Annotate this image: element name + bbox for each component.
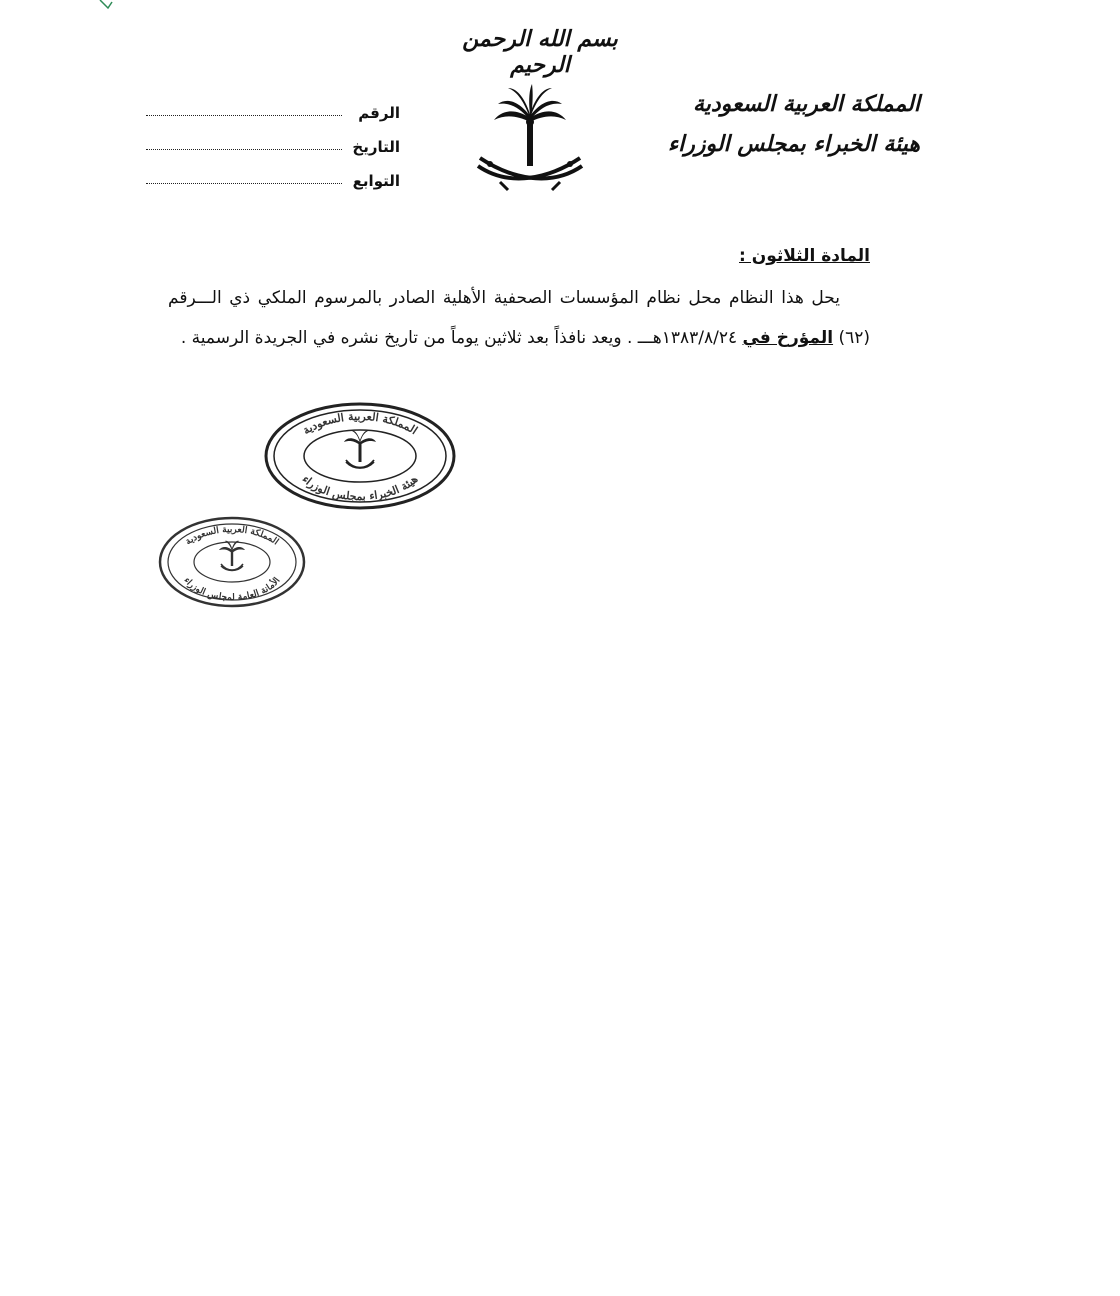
reference-date-label: التاريخ: [352, 138, 400, 156]
organization-letterhead: [667, 84, 920, 164]
stamp-2-emblem-icon: [219, 541, 245, 566]
reference-date-blank: [146, 149, 342, 150]
stamp-1-bottom-text: هيئة الخبراء بمجلس الوزراء: [299, 472, 421, 504]
article-text-part-1: يحل هذا النظام محل نظام المؤسسات الصحفية الأهلية الصادر بالمرسوم الملكي ذي الـــرقم (٦٢): [168, 288, 870, 348]
stamp-2-bottom-text: الأمانة العامة لمجلس الوزراء: [181, 575, 283, 604]
stamp-1-emblem-icon: [344, 431, 376, 462]
reference-number-blank: [146, 115, 342, 116]
article-text-underlined: المؤرخ في: [742, 328, 834, 348]
official-stamp-secretariat: [156, 514, 308, 610]
org-line-bureau: هيئة الخبراء بمجلس الوزراء: [667, 131, 920, 157]
reference-attachments-row: [140, 156, 400, 190]
corner-mark-icon: [96, 0, 116, 10]
reference-fields: [140, 88, 400, 190]
reference-attachments-blank: [146, 183, 342, 184]
saudi-emblem-icon: [470, 78, 590, 203]
basmala-heading: بسم الله الرحمن الرحيم: [462, 26, 618, 78]
official-stamp-bureau: [262, 400, 458, 512]
article-section: [168, 246, 870, 358]
reference-number-label: الرقم: [358, 104, 400, 122]
reference-date-row: [140, 122, 400, 156]
stamp-1-top-text: المملكة العربية السعودية: [300, 409, 420, 438]
article-body: [168, 278, 870, 358]
org-line-kingdom: المملكة العربية السعودية: [692, 91, 920, 117]
article-text-part-2: ١٣٨٣/٨/٢٤هـــ . ويعد نافذاً بعد ثلاثين يوماً من تاريخ نشره في الجريدة الرسمية .: [180, 328, 743, 348]
article-title: المادة الثلاثون :: [739, 246, 870, 266]
stamp-2-top-text: المملكة العربية السعودية: [183, 524, 281, 548]
reference-number-row: [140, 88, 400, 122]
reference-attachments-label: التوابع: [352, 172, 400, 190]
